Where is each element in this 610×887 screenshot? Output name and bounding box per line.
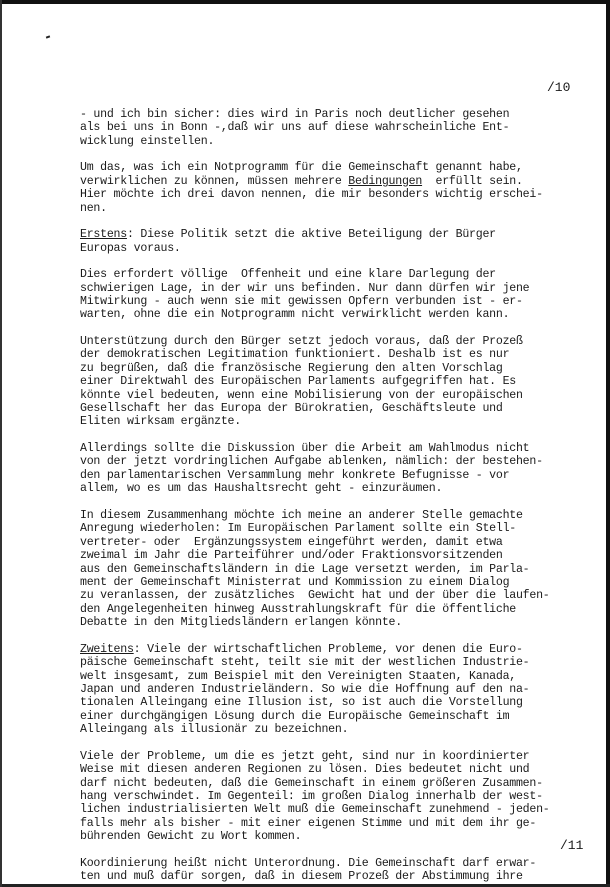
text-segment: : Diese Politik setzt die aktive Beteiligung der Bürger <box>126 228 496 242</box>
text-line: als bei uns in Bonn -,daß wir uns auf diese wahrscheinliche Ent- <box>80 121 510 135</box>
scan-edge-left <box>0 0 2 887</box>
text-line: Unterstützung durch den Bürger setzt jedoch voraus, daß der Prozeß <box>80 335 523 349</box>
text-line: Debatte in den Mitgliedsländern erlangen könnte. <box>80 616 402 630</box>
document-body <box>80 108 580 887</box>
paragraph <box>80 857 580 884</box>
text-line: Hier möchte ich drei davon nennen, die mir besonders wichtig erschei- <box>80 188 543 202</box>
text-line: Anregung wiederholen: Im Europäischen Parlament sollte ein Stell- <box>80 522 516 536</box>
text-line: Koordinierung heißt nicht Unterordnung. Die Gemeinschaft darf erwar- <box>80 856 537 870</box>
text-line: von der jetzt vordringlichen Aufgabe ablenken, nämlich: der bestehen- <box>80 455 543 469</box>
text-line: welt insgesamt, zum Beispiel mit den Vereinigten Staaten, Kanada, <box>80 669 516 683</box>
text-line: wicklung einstellen. <box>80 134 215 148</box>
text-line: einer Direktwahl des Europäischen Parlaments aufgegriffen hat. Es <box>80 375 516 389</box>
text-line: den Angelegenheiten hinweg Ausstrahlungskraft für die öffentliche <box>80 602 516 616</box>
text-line: Mitwirkung - auch wenn sie mit gewissen Opfern verbunden ist - er- <box>80 295 523 309</box>
text-line <box>80 643 580 656</box>
text-line: Weise mit diesen anderen Regionen zu lösen. Dies bedeutet nicht und <box>80 763 530 777</box>
text-line: Viele der Probleme, um die es jetzt geht, sind nur in koordinierter <box>80 749 530 763</box>
text-line: einer durchgängigen Lösung durch die Europäische Gemeinschaft im <box>80 709 510 723</box>
text-line: allem, wo es um das Haushaltsrecht geht - einzuräumen. <box>80 482 443 496</box>
text-line: Japan und anderen Industrieländern. So wie die Hoffnung auf den na- <box>80 682 530 696</box>
text-line <box>80 228 580 241</box>
scan-edge-top <box>0 0 610 4</box>
paragraph <box>80 643 580 737</box>
text-line: darf nicht bedeuten, daß die Gemeinschaft in einem größeren Zusammen- <box>80 776 543 790</box>
text-line: schwierigen Lage, in der wir uns befinden. Nur dann dürfen wir jene <box>80 281 530 295</box>
text-line: Gesellschaft her das Europa der Bürokratien, Geschäftsleute und <box>80 402 503 416</box>
text-line: zweimal im Jahr die Parteiführer und/oder Fraktionsvorsitzenden <box>80 549 503 563</box>
text-line: ment der Gemeinschaft Ministerrat und Kommission zu einem Dialog <box>80 575 510 589</box>
text-line: Allerdings sollte die Diskussion über die Arbeit am Wahlmodus nicht <box>80 442 530 456</box>
text-line <box>80 175 580 188</box>
page-number-bottom: /11 <box>560 838 584 853</box>
text-line: der demokratischen Legitimation funktioniert. Deshalb ist es nur <box>80 348 510 362</box>
underlined-keyword: Zweitens <box>80 642 134 656</box>
text-line: aus den Gemeinschaftsländern in die Lage versetzt werden, im Parla- <box>80 562 530 576</box>
paragraph <box>80 161 580 215</box>
text-line: Dies erfordert völlige Offenheit und eine klare Darlegung der <box>80 268 496 282</box>
text-segment: : Viele der wirtschaftlichen Probleme, vor denen die Euro- <box>133 642 523 656</box>
underlined-keyword: Erstens <box>80 228 127 242</box>
text-line: Um das, was ich ein Notprogramm für die Gemeinschaft genannt habe, <box>80 161 523 175</box>
text-line: Europas voraus. <box>80 241 181 255</box>
text-line: den parlamentarischen Versammlung mehr konkrete Befugnisse - vor <box>80 468 510 482</box>
text-segment: verwirklichen zu können, müssen mehrere <box>80 174 349 188</box>
paragraph <box>80 335 580 429</box>
text-line: vertreter- oder Ergänzungssystem eingeführt werden, damit etwa <box>80 535 503 549</box>
text-line: hang verschwindet. Im Gegenteil: im großen Dialog innerhalb der west- <box>80 789 543 803</box>
scan-speck <box>46 35 50 38</box>
text-line: warten, ohne die ein Notprogramm nicht verwirklicht werden kann. <box>80 308 510 322</box>
text-line: nen. <box>80 201 107 215</box>
scan-edge-right <box>606 0 610 887</box>
paragraph <box>80 509 580 630</box>
text-line: In diesem Zusammenhang möchte ich meine an anderer Stelle gemachte <box>80 508 523 522</box>
text-line: falls mehr als bisher - mit einer eigenen Stimme und mit dem ihr ge- <box>80 816 537 830</box>
text-line: zu veranlassen, der zusätzliches Gewicht hat und der über die laufen- <box>80 589 550 603</box>
text-line: zu begrüßen, daß die französische Regierung den alten Vorschlag <box>80 361 503 375</box>
paragraph <box>80 750 580 844</box>
text-segment: erfüllt sein. <box>422 174 523 188</box>
text-line: könnte viel bedeuten, wenn eine Mobilisierung von der europäischen <box>80 388 523 402</box>
text-line: päische Gemeinschaft steht, teilt sie mit der westlichen Industrie- <box>80 656 530 670</box>
text-line: bührenden Gewicht zu Wort kommen. <box>80 830 302 844</box>
text-line: Alleingang als illusionär zu bezeichnen. <box>80 723 349 737</box>
text-line: - und ich bin sicher: dies wird in Paris noch deutlicher gesehen <box>80 108 510 121</box>
text-line: ten und muß dafür sorgen, daß in diesem Prozeß der Abstimmung ihre <box>80 870 523 884</box>
paragraph <box>80 442 580 496</box>
paragraph <box>80 108 580 148</box>
text-line: lichen industrialisierten Welt muß die Gemeinschaft zunehmend - jeden- <box>80 803 550 817</box>
page-number-top: /10 <box>547 80 571 95</box>
underlined-keyword: Bedingungen <box>348 174 423 188</box>
paragraph <box>80 268 580 322</box>
paragraph <box>80 228 580 255</box>
text-line: tionalen Alleingang eine Illusion ist, so ist auch die Vorstellung <box>80 696 523 710</box>
text-line: Eliten wirksam ergänzte. <box>80 415 241 429</box>
